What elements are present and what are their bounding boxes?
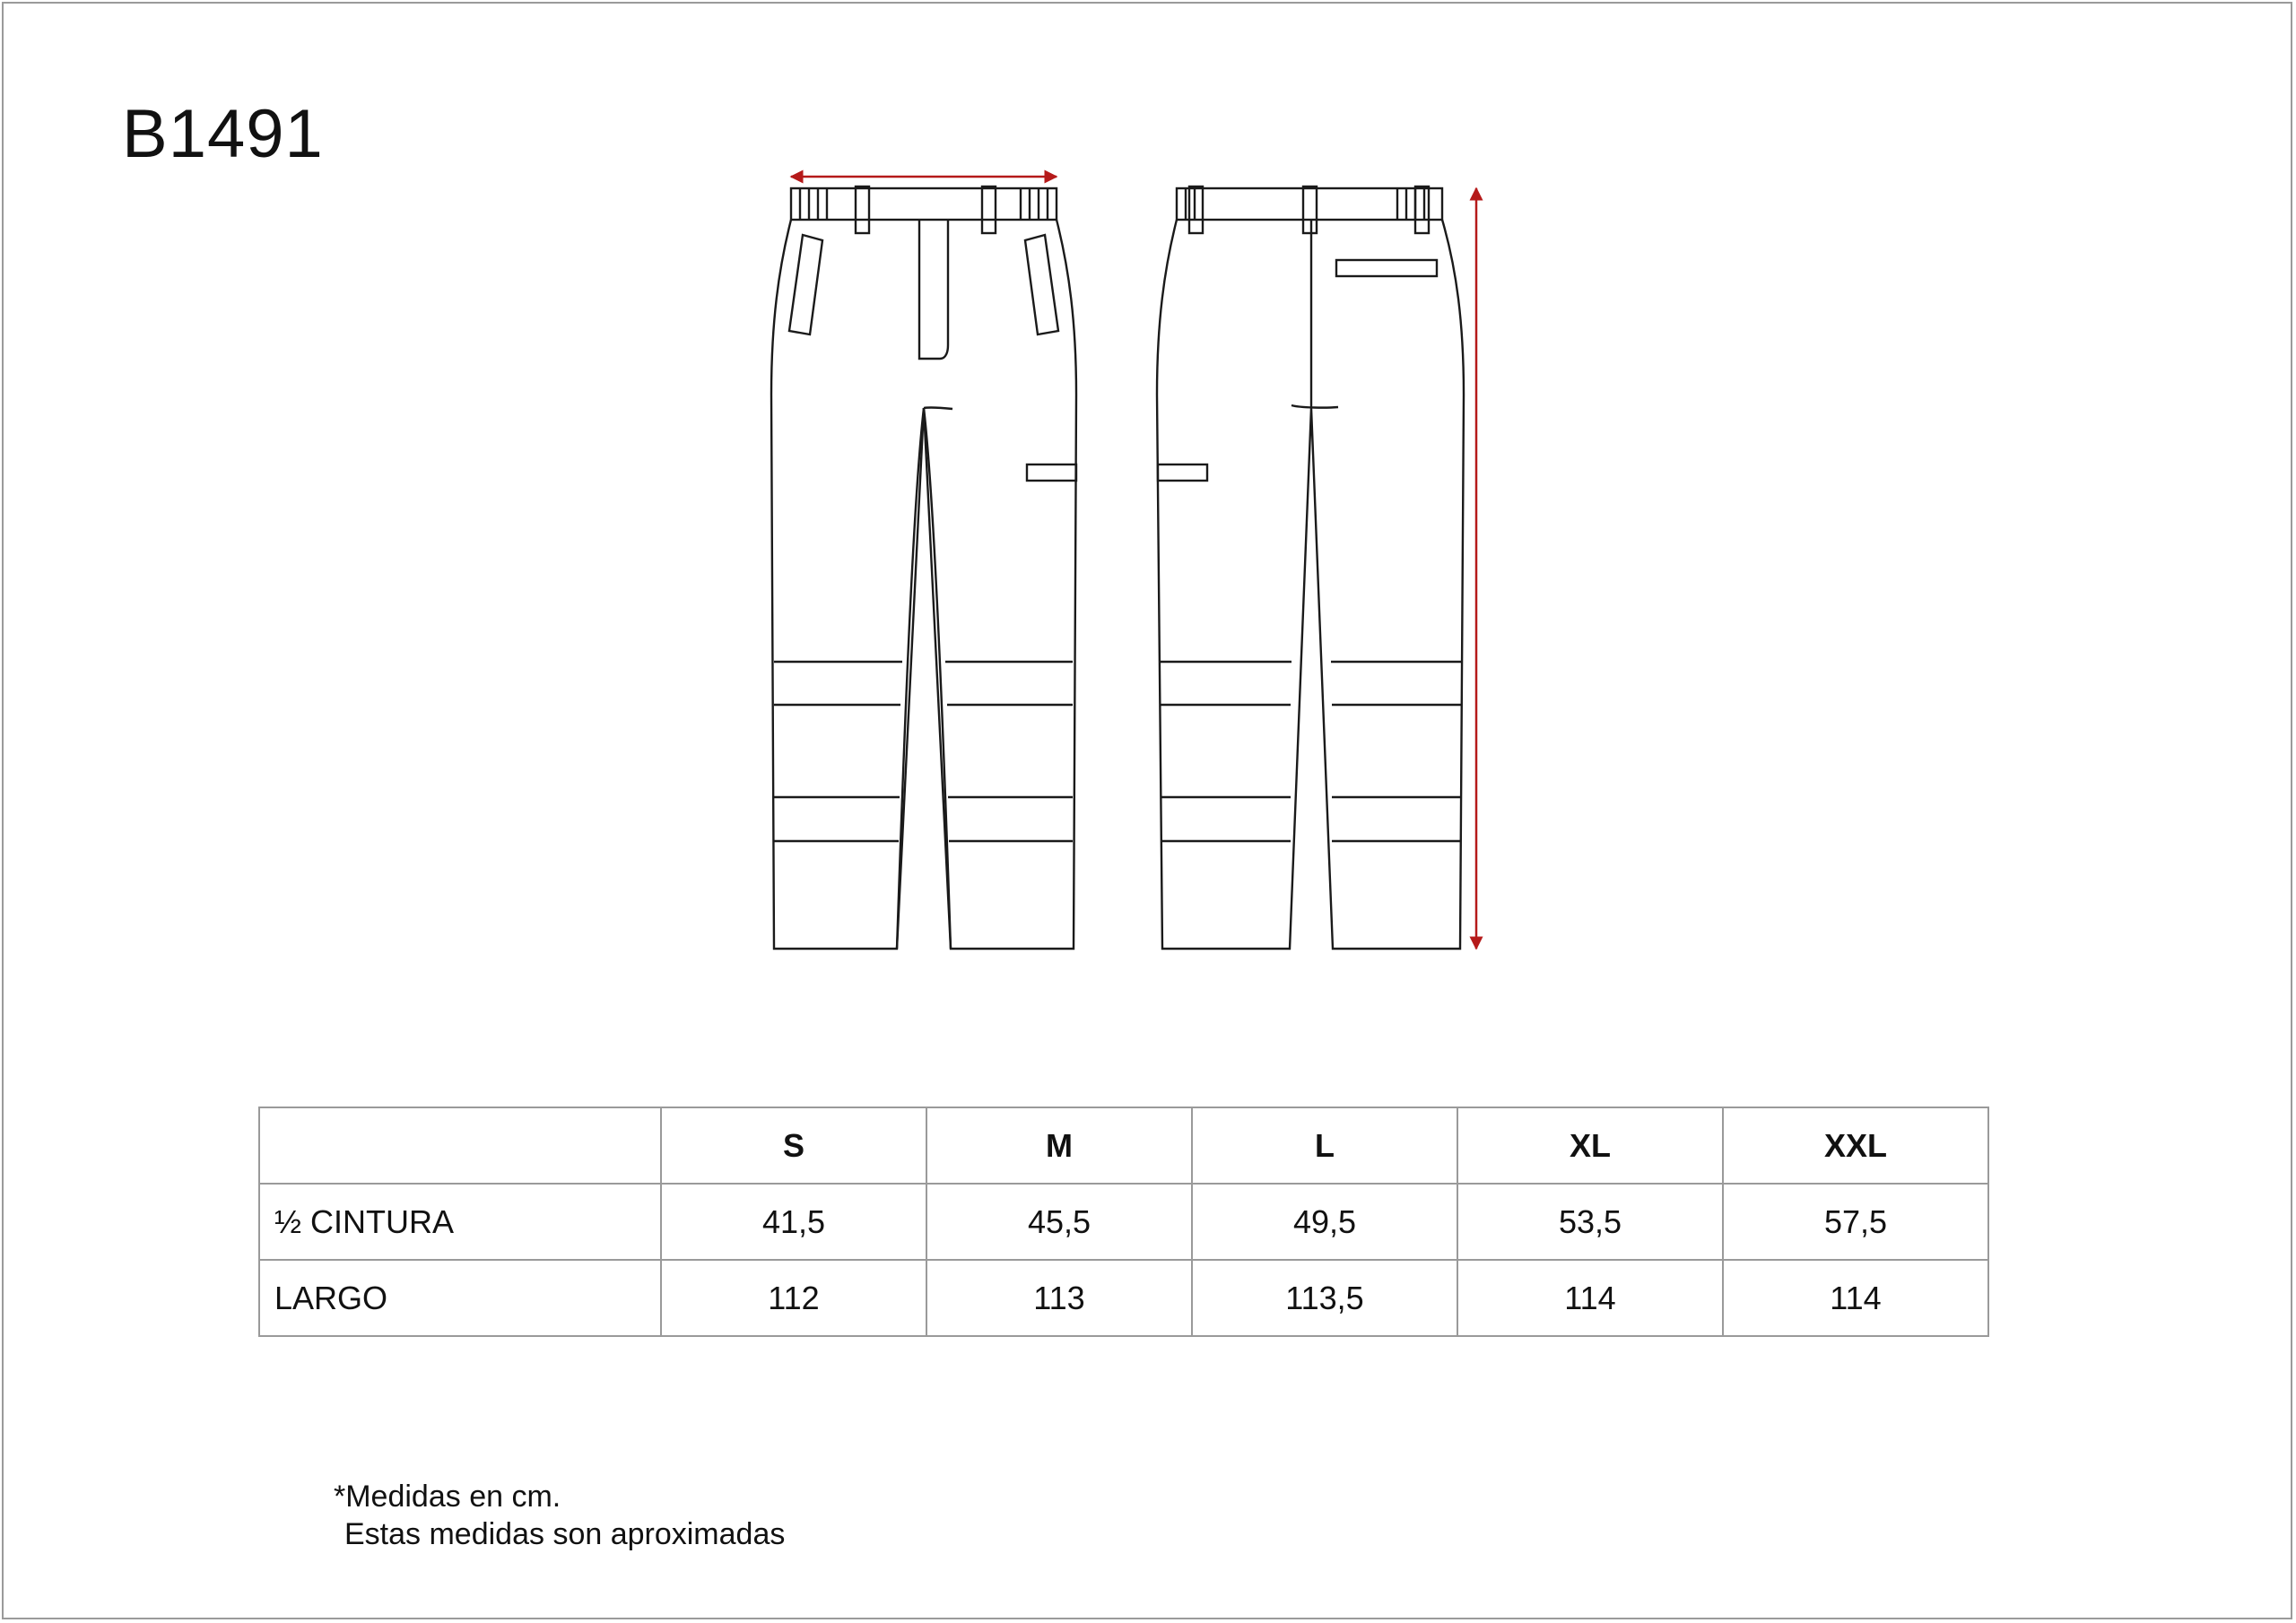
table-cell: 53,5 [1457, 1184, 1723, 1260]
product-code: B1491 [122, 96, 324, 172]
table-cell: 45,5 [926, 1184, 1192, 1260]
table-cell: 113 [926, 1260, 1192, 1336]
front-view-icon [771, 187, 1076, 949]
size-header: L [1192, 1107, 1457, 1184]
size-header: XL [1457, 1107, 1723, 1184]
size-table [258, 1107, 1989, 1337]
table-cell: 113,5 [1192, 1260, 1457, 1336]
table-cell: 49,5 [1192, 1184, 1457, 1260]
corner-cell [259, 1107, 661, 1184]
size-header: XXL [1723, 1107, 1988, 1184]
table-cell: 112 [661, 1260, 926, 1336]
table-row [259, 1184, 1988, 1260]
note-approximate: Estas medidas son aproximadas [344, 1517, 786, 1551]
row-label: LARGO [259, 1260, 661, 1336]
table-cell: 114 [1457, 1260, 1723, 1336]
table-row [259, 1260, 1988, 1336]
size-header: M [926, 1107, 1192, 1184]
table-cell: 41,5 [661, 1184, 926, 1260]
note-units: *Medidas en cm. [334, 1480, 561, 1514]
measurement-notes [334, 1478, 785, 1553]
size-header: S [661, 1107, 926, 1184]
table-cell: 114 [1723, 1260, 1988, 1336]
row-label: ½ CINTURA [259, 1184, 661, 1260]
table-cell: 57,5 [1723, 1184, 1988, 1260]
back-view-icon [1157, 187, 1464, 949]
size-table-header-row [259, 1107, 1988, 1184]
